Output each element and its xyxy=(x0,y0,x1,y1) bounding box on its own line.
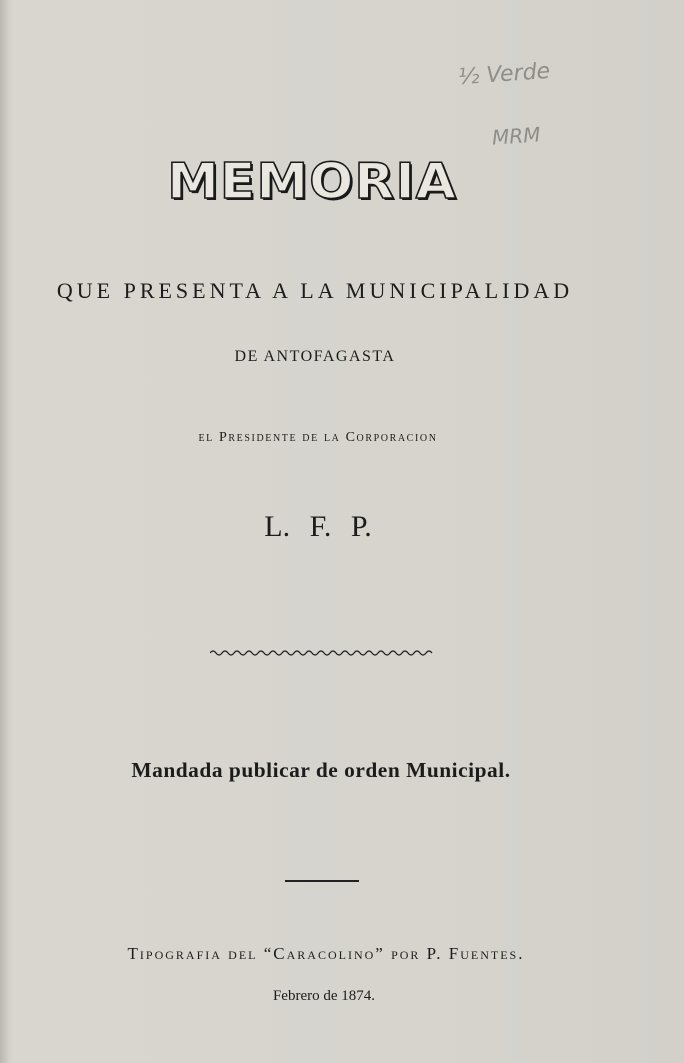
publication-date: Febrero de 1874. xyxy=(272,988,376,1004)
wavy-divider xyxy=(210,648,434,658)
subtitle-line-1: QUE PRESENTA A LA MUNICIPALIDAD xyxy=(56,278,574,303)
pencil-annotation-2: MRM xyxy=(491,122,542,150)
author-initials: L. F. P. xyxy=(264,510,372,543)
document-title: MEMORIA xyxy=(167,153,457,211)
subtitle-line-2: DE ANTOFAGASTA xyxy=(234,348,396,365)
pencil-annotation-1: ½ Verde xyxy=(457,58,551,91)
publication-mandate: Mandada publicar de orden Municipal. xyxy=(131,758,511,782)
subtitle-line-3: el Presidente de la Corporacion xyxy=(198,430,438,445)
printer-imprint: Tipografia del “Caracolino” por P. Fuentes. xyxy=(127,944,525,963)
short-rule xyxy=(285,880,359,882)
